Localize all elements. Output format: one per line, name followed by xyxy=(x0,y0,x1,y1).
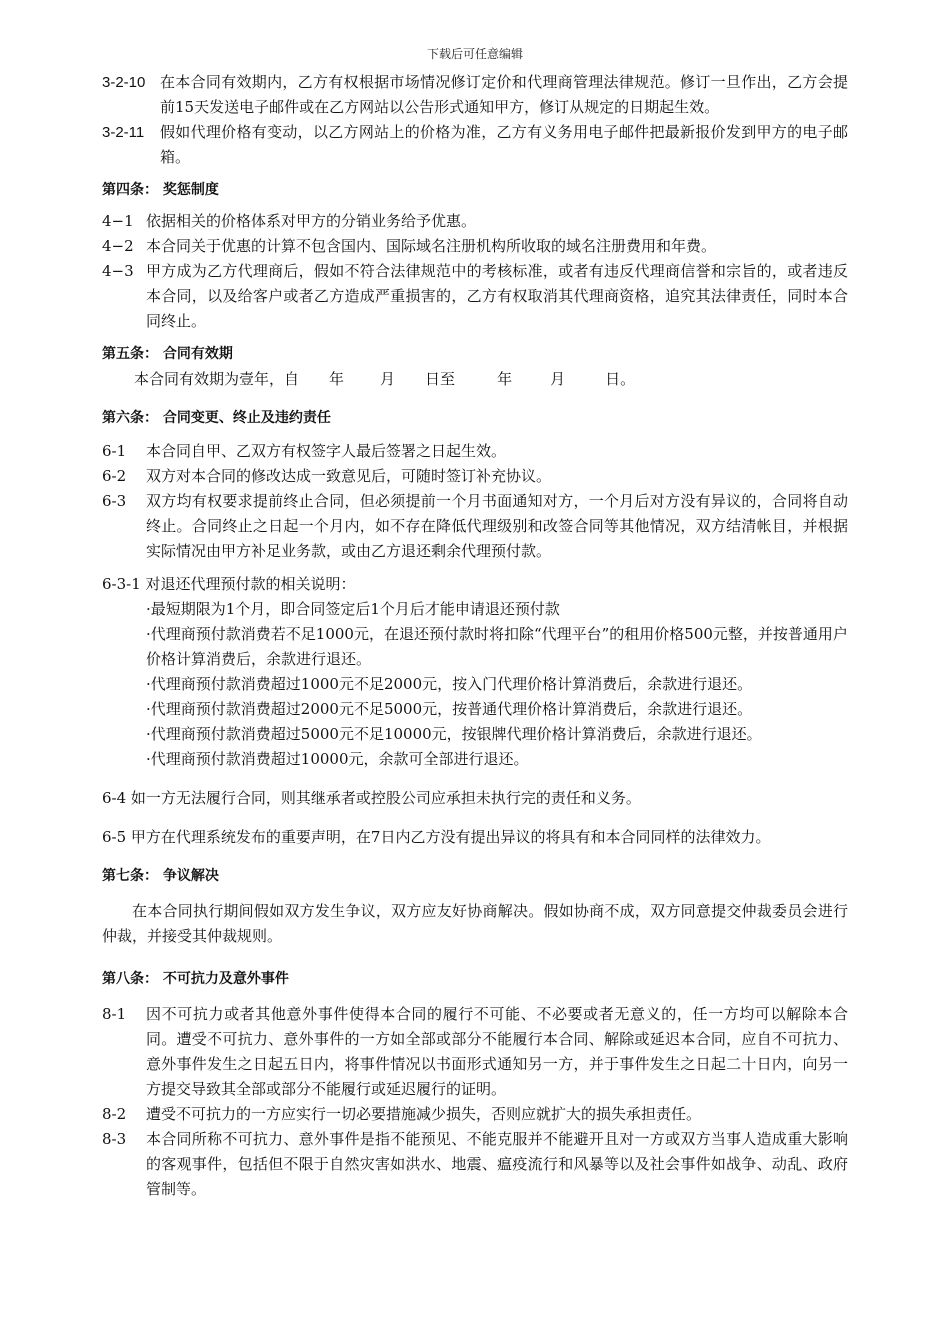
clause-3-2-11 xyxy=(102,120,848,170)
section-heading-8: 第八条： 不可抗力及意外事件 xyxy=(102,971,289,987)
clause-4-3 xyxy=(102,259,848,334)
list-item: ·代理商预付款消费超过2000元不足5000元，按普通代理价格计算消费后，余款进行退还。 xyxy=(146,700,753,718)
clause-text: 双方均有权要求提前终止合同，但必须提前一个月书面通知对方，一个月后对方没有异议的，合同将自动终止。合同终止之日起一个月内，如不存在降低代理级别和改签合同等其他情况，双方结清帐目，并根据实际情况由甲方补足业务款，或由乙方退还剩余代理预付款。 xyxy=(146,492,848,560)
clause-text: 假如代理价格有变动，以乙方网站上的价格为准，乙方有义务用电子邮件把最新报价发到甲方的电子邮箱。 xyxy=(160,123,848,166)
page-header: 下载后可任意编辑 xyxy=(426,47,523,61)
clause-number: 8-3 xyxy=(102,1130,127,1148)
clause-number: 4−2 xyxy=(102,237,134,255)
section-heading-5: 第五条： 合同有效期 xyxy=(102,346,233,362)
end-year-label: 年 xyxy=(497,370,513,388)
clause-text: 本合同自甲、乙双方有权签字人最后签署之日起生效。 xyxy=(146,442,507,460)
start-day-to-label: 日至 xyxy=(425,370,456,388)
clause-number: 4−1 xyxy=(102,212,134,230)
clause-text: 因不可抗力或者其他意外事件使得本合同的履行不可能、不必要或者无意义的，任一方均可以解除本合同。遭受不可抗力、意外事件的一方如全部或部分不能履行本合同、解除或延迟本合同，应自不可抗力、意外事件发生之日起五日内，将事件情况以书面形式通知另一方，并于事件发生之日起二十日内，向另一方提交导致其全部或部分不能履行或延迟履行的证明。 xyxy=(146,1005,848,1098)
document-body xyxy=(102,70,848,1202)
clause-number: 8-2 xyxy=(102,1105,127,1123)
clause-number: 6-3 xyxy=(102,492,127,510)
clause-6-4: 6-4 如一方无法履行合同，则其继承者或控股公司应承担未执行完的责任和义务。 xyxy=(102,789,641,807)
clause-text: 本合同关于优惠的计算不包含国内、国际域名注册机构所收取的域名注册费用和年费。 xyxy=(146,237,717,255)
list-item: ·代理商预付款消费超过10000元，余款可全部进行退还。 xyxy=(146,750,529,768)
clause-6-5: 6-5 甲方在代理系统发布的重要声明，在7日内乙方没有提出异议的将具有和本合同同样的法律效力。 xyxy=(102,828,771,846)
clause-6-3 xyxy=(102,489,848,564)
clause-number: 3-2-10 xyxy=(102,74,146,91)
list-item: ·代理商预付款消费超过1000元不足2000元，按入门代理价格计算消费后，余款进行退还。 xyxy=(146,675,753,693)
clause-text: 在本合同有效期内，乙方有权根据市场情况修订定价和代理商管理法律规范。修订一旦作出，乙方会提前15天发送电子邮件或在乙方网站以公告形式通知甲方，修订从规定的日期起生效。 xyxy=(160,73,848,116)
clause-4-1 xyxy=(102,209,848,234)
clause-text: 双方对本合同的修改达成一致意见后，可随时签订补充协议。 xyxy=(146,467,552,485)
section-heading-6: 第六条： 合同变更、终止及违约责任 xyxy=(102,410,331,426)
clause-number: 4−3 xyxy=(102,262,134,280)
start-month-label: 月 xyxy=(380,370,396,388)
clause-text: 依据相关的价格体系对甲方的分销业务给予优惠。 xyxy=(146,212,477,230)
clause-8-2 xyxy=(102,1102,848,1127)
clause-number: 6-2 xyxy=(102,467,127,485)
list-item: ·代理商预付款消费若不足1000元，在退还预付款时将扣除“代理平台”的租用价格500元整，并按普通用户价格计算消费后，余款进行退还。 xyxy=(146,625,848,668)
clause-6-3-1-title: 6-3-1 对退还代理预付款的相关说明： xyxy=(102,575,356,593)
clause-8-1 xyxy=(102,1002,848,1102)
section-heading-7: 第七条： 争议解决 xyxy=(102,868,219,884)
clause-number: 8-1 xyxy=(102,1005,127,1023)
section-heading-4: 第四条： 奖惩制度 xyxy=(102,182,219,198)
clause-6-2 xyxy=(102,464,848,489)
clause-text: 遭受不可抗力的一方应实行一切必要措施减少损失，否则应就扩大的损失承担责任。 xyxy=(146,1105,702,1123)
list-item: ·最短期限为1个月，即合同签定后1个月后才能申请退还预付款 xyxy=(146,600,560,618)
clause-number: 3-2-11 xyxy=(102,124,145,141)
clause-3-2-10 xyxy=(102,70,848,120)
refund-rules-list xyxy=(102,597,848,772)
validity-prefix: 本合同有效期为壹年，自 xyxy=(134,370,300,388)
clause-number: 6-1 xyxy=(102,442,127,460)
clause-text: 甲方成为乙方代理商后，假如不符合法律规范中的考核标准，或者有违反代理商信誉和宗旨的，或者违反本合同，以及给客户或者乙方造成严重损害的，乙方有权取消其代理商资格，追究其法律责任，同时本合同终止。 xyxy=(146,262,848,330)
clause-4-2 xyxy=(102,234,848,259)
list-item: ·代理商预付款消费超过5000元不足10000元，按银牌代理价格计算消费后，余款进行退还。 xyxy=(146,725,762,743)
clause-text: 本合同所称不可抗力、意外事件是指不能预见、不能克服并不能避开且对一方或双方当事人造成重大影响的客观事件，包括但不限于自然灾害如洪水、地震、瘟疫流行和风暴等以及社会事件如战争、动乱、政府管制等。 xyxy=(146,1130,848,1198)
dispute-resolution-text: 在本合同执行期间假如双方发生争议，双方应友好协商解决。假如协商不成，双方同意提交仲裁委员会进行仲裁，并接受其仲裁规则。 xyxy=(102,902,848,945)
start-year-label: 年 xyxy=(329,370,345,388)
validity-period-line xyxy=(102,367,848,392)
end-day-label: 日。 xyxy=(605,370,636,388)
clause-6-1 xyxy=(102,439,848,464)
end-month-label: 月 xyxy=(550,370,566,388)
clause-8-3 xyxy=(102,1127,848,1202)
